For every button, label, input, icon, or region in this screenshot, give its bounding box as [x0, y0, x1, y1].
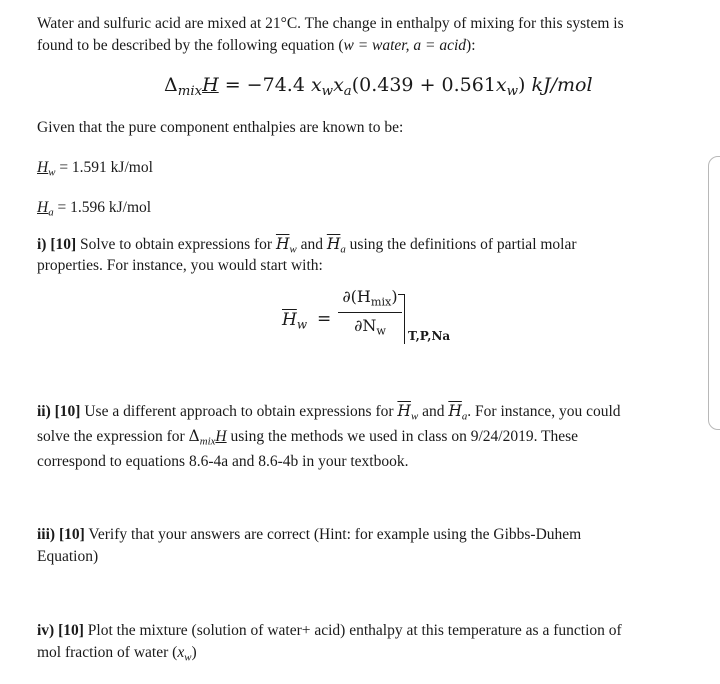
fraction-bar — [338, 312, 402, 313]
part-1-label: i) [10] — [37, 236, 77, 253]
w-subscript: w — [321, 83, 334, 99]
partial-h-symbol: $\overline{H}$ — [397, 402, 411, 420]
part-4-line-2 — [37, 642, 197, 664]
units-text: kJ/mol — [531, 74, 593, 96]
and-text: and — [296, 236, 327, 253]
w-subscript: w — [184, 651, 192, 664]
acid-enthalpy-value: = 1.596 kJ/mol — [53, 199, 152, 216]
mix-subscript: mix — [370, 295, 392, 309]
intro-line-2 — [37, 35, 476, 57]
given-text: Given that the pure component enthalpies are known to be: — [37, 119, 404, 136]
part-2-text: Use a different approach to obtain expressions for — [80, 403, 398, 420]
side-scroll-tab[interactable] — [708, 156, 720, 430]
h-symbol: H — [215, 428, 227, 445]
part-2-line-1 — [37, 400, 621, 423]
derivative-numerator — [336, 286, 404, 308]
part-4-label: iv) [10] — [37, 622, 84, 639]
x-symbol: x — [333, 74, 344, 96]
numerator-close: ) — [391, 287, 398, 306]
x-symbol: x — [177, 644, 185, 661]
legend-text: w = water, a = acid — [343, 37, 467, 54]
part-2-label: ii) [10] — [37, 403, 81, 420]
part-1-text-end: using the definitions of partial molar — [345, 236, 577, 253]
pure-acid-enthalpy — [37, 197, 151, 219]
intro-line-2-text: found to be described by the following equation ( — [37, 37, 344, 54]
w-subscript: w — [376, 324, 386, 338]
part-4-text: Plot the mixture (solution of water+ acid) enthalpy at this temperature as a function of — [83, 622, 622, 639]
water-enthalpy-value: = 1.591 kJ/mol — [55, 159, 153, 176]
h-symbol: H — [37, 159, 49, 176]
bracket-expression: (0.439 + 0.561 — [351, 74, 496, 96]
evaluation-bar-top — [398, 294, 405, 295]
enthalpy-of-mixing-equation — [164, 72, 593, 98]
part-4-line-1 — [37, 620, 622, 642]
partial-equation-lhs — [282, 309, 307, 331]
partial-h-symbol: $\overline{H}$ — [448, 402, 462, 420]
w-subscript: w — [296, 317, 308, 332]
partial-h-symbol: $\overline{H}$ — [282, 310, 297, 330]
h-symbol: H — [37, 199, 49, 216]
part-2-line-2-end: using the methods we used in class on 9/24/2019. These — [226, 428, 579, 445]
numerator-text: ∂(H — [342, 287, 371, 306]
a-subscript: a — [343, 83, 352, 99]
intro-line-1: Water and sulfuric acid are mixed at 21°C. The change in enthalpy of mixing for this system is — [37, 15, 624, 32]
mix-subscript: mix — [199, 435, 216, 448]
part-3-label: iii) [10] — [37, 526, 85, 543]
evaluation-subscript: T,P,Na — [408, 329, 451, 343]
part-2-line-2 — [37, 425, 578, 448]
intro-line-2-end: ): — [466, 37, 476, 54]
part-1-text: Solve to obtain expressions for — [76, 236, 276, 253]
part-2-line-3: correspond to equations 8.6-4a and 8.6-4b in your textbook. — [37, 453, 409, 470]
a-subscript: a — [461, 410, 468, 423]
part-1-line-2: properties. For instance, you would start with: — [37, 257, 323, 274]
coefficient-text: = −74.4 — [218, 74, 311, 96]
delta-symbol: Δ — [188, 427, 200, 445]
h-symbol: H — [202, 74, 219, 96]
denominator-text: ∂N — [354, 316, 377, 335]
part-2-line-2-text: solve the expression for — [37, 428, 189, 445]
partial-h-symbol: $\overline{H}$ — [275, 235, 290, 253]
w-subscript: w — [506, 83, 519, 99]
part-3-text: Verify that your answers are correct (Hint: for example using the Gibbs-Duhem — [84, 526, 582, 543]
x-symbol: x — [310, 74, 322, 96]
x-symbol: x — [495, 74, 507, 96]
evaluation-bar — [404, 294, 405, 344]
a-subscript: a — [340, 243, 346, 256]
part-1-line-1 — [37, 233, 577, 256]
pure-water-enthalpy — [37, 157, 153, 179]
part-2-text-end: . For instance, you could — [467, 403, 621, 420]
partial-h-symbol: $\overline{H}$ — [326, 235, 341, 253]
part-4-line-2-end: ) — [191, 644, 197, 661]
mix-subscript: mix — [177, 83, 203, 99]
part-4-line-2-text: mol fraction of water ( — [37, 644, 178, 661]
derivative-denominator — [336, 315, 404, 337]
w-subscript: w — [289, 243, 297, 256]
a-subscript: a — [48, 206, 54, 219]
part-3-line-2: Equation) — [37, 548, 99, 565]
equals-sign: = — [317, 309, 332, 329]
w-subscript: w — [48, 166, 56, 179]
delta-symbol: Δ — [164, 74, 178, 96]
and-text: and — [418, 403, 449, 420]
w-subscript: w — [410, 410, 419, 423]
part-3-line-1 — [37, 524, 581, 546]
bracket-close: ) — [518, 74, 532, 96]
